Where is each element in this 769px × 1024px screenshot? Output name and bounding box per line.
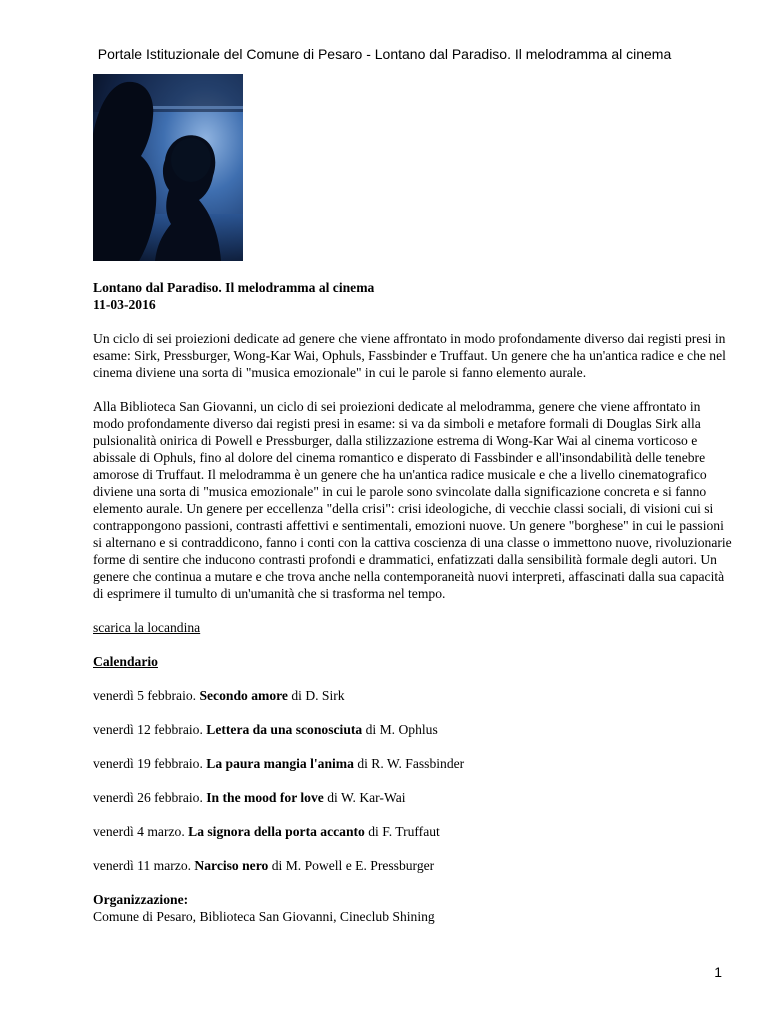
screening-date: venerdì 26 febbraio.	[93, 790, 203, 805]
article-content	[93, 279, 733, 925]
film-director: di W. Kar-Wai	[327, 790, 406, 805]
screening-date: venerdì 19 febbraio.	[93, 756, 203, 771]
film-title: La paura mangia l'anima	[206, 756, 354, 771]
film-director: di R. W. Fassbinder	[357, 756, 465, 771]
calendar-item	[93, 789, 733, 806]
download-poster-link[interactable]: scarica la locandina	[93, 620, 201, 635]
film-director: di D. Sirk	[291, 688, 345, 703]
article-date: 11-03-2016	[93, 297, 156, 312]
screening-date: venerdì 11 marzo.	[93, 858, 192, 873]
page-number: 1	[714, 964, 722, 980]
film-director: di M. Powell e E. Pressburger	[271, 858, 435, 873]
screening-date: venerdì 5 febbraio.	[93, 688, 197, 703]
calendar-item	[93, 687, 733, 704]
film-title: In the mood for love	[206, 790, 324, 805]
film-title: Lettera da una sconosciuta	[206, 722, 363, 737]
article-intro: Un ciclo di sei proiezioni dedicate ad genere che viene affrontato in modo profondamente diverso dai registi presi in esame: Sirk, Pressburger, Wong-Kar Wai, Ophuls, Fassbinder e Truffaut. Un genere che ha un'antica radice e che nel cinema diviene una sorta di "musica emozionale" in cui le parole si fanno elemento aurale.	[93, 331, 726, 380]
calendar-heading: Calendario	[93, 654, 158, 669]
calendar-item	[93, 857, 733, 874]
calendar-item	[93, 755, 733, 772]
film-title: Secondo amore	[199, 688, 288, 703]
film-director: di F. Truffaut	[368, 824, 440, 839]
article-title: Lontano dal Paradiso. Il melodramma al cinema	[93, 280, 375, 295]
organization-heading: Organizzazione:	[93, 892, 189, 907]
screening-date: venerdì 12 febbraio.	[93, 722, 203, 737]
film-director: di M. Ophlus	[365, 722, 438, 737]
article-title-block	[93, 279, 733, 313]
film-title: Narciso nero	[194, 858, 269, 873]
article-body: Alla Biblioteca San Giovanni, un ciclo di sei proiezioni dedicate al melodramma, genere che viene affrontato in modo profondamente diverso dai registi presi in esame: si va da simboli e metafore formali di Douglas Sirk alla pulsionalità onirica di Powell e Pressburger, dalla stilizzazione estrema di Wong-Kar Wai al cinema vorticoso e abissale di Ophuls, fino al dolore del cinema romantico e disperato di Fassbinder e all'insondabilità delle tenebre amorose di Truffaut. Il melodramma è un genere che ha un'antica radice musicale e che a livello cinematografico diviene una sorta di "musica emozionale" in cui le parole sono svincolate dalla significazione concreta e si fanno elemento aurale. Un genere per eccellenza "della crisi": crisi ideologiche, di vecchie classi sociali, di visioni cui si contrappongono passioni, contrasti affettivi e sentimentali, emozioni nuove. Un genere "borghese" in cui le passioni si alternano e si contraddicono, fanno i conti con la cattiva coscienza di una classe o immettono nuove, rivoluzionarie forme di sentire che inducono contrasti profondi e drammatici, enfatizzati dalla sensibilità formale degli autori. Un genere che continua a mutare e che trova anche nella contemporaneità nuovi interpreti, affascinati dalla sua capacità di esprimere il tumulto di un'umanità che si trasforma nel tempo.	[93, 399, 732, 601]
calendar-list	[93, 687, 733, 874]
organization-text: Comune di Pesaro, Biblioteca San Giovanni, Cineclub Shining	[93, 909, 435, 924]
screening-date: venerdì 4 marzo.	[93, 824, 185, 839]
calendar-item	[93, 721, 733, 738]
film-title: La signora della porta accanto	[188, 824, 365, 839]
calendar-item	[93, 823, 733, 840]
event-poster-image	[93, 74, 243, 261]
page-header: Portale Istituzionale del Comune di Pesaro - Lontano dal Paradiso. Il melodramma al cinema	[97, 46, 672, 62]
